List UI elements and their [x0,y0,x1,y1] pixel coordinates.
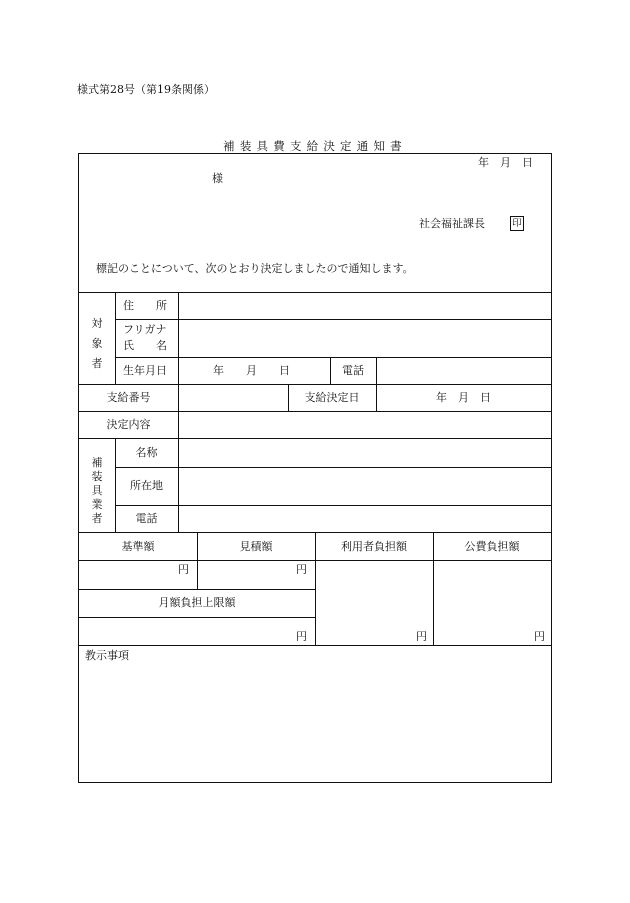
monthly-cap-label: 月額負担上限額 [158,596,236,609]
rule [376,357,377,384]
rule [115,357,551,358]
rule [79,411,551,412]
document-title: 補装具費支給決定通知書 [223,139,407,153]
form-table [78,153,552,783]
issuer-title: 社会福祉課長 [419,217,485,230]
birthdate-label: 生年月日 [123,364,167,377]
user-burden-header: 利用者負担額 [341,540,407,553]
address-label: 住 所 [123,299,167,312]
public-burden-header: 公費負担額 [464,540,520,553]
standard-amount-header: 基準額 [121,540,155,553]
notice-body: 標記のことについて、次のとおり決定しましたので通知します。 [96,262,414,275]
rule [79,617,315,618]
estimate-amount-header: 見積額 [239,540,273,553]
monthly-cap-yen: 円 [296,630,307,643]
rule [79,438,551,439]
vendor-phone-label: 電話 [135,512,158,525]
user-burden-yen: 円 [416,630,427,643]
public-burden-yen: 円 [534,630,545,643]
seal-mark: 印 [510,216,524,231]
rule [115,292,116,384]
notice-date: 年 月 日 [478,156,533,169]
rule [79,645,551,646]
birthdate-value: 年 月 日 [213,364,290,377]
addressee-suffix: 様 [212,172,223,185]
rule [115,505,551,506]
decision-content-label: 決定内容 [106,418,151,431]
remarks-label: 教示事項 [85,649,129,662]
rule [115,319,551,320]
decision-date-value: 年 月 日 [436,391,491,404]
name-label: 氏 名 [123,339,167,352]
standard-amount-yen: 円 [178,563,189,576]
rule [178,292,179,532]
vendor-group-label: 補装具業者 [91,456,103,525]
rule [79,589,315,590]
estimate-amount-yen: 円 [296,563,307,576]
vendor-location-label: 所在地 [130,479,163,492]
subject-group-label: 対象者 [91,317,103,370]
rule [79,384,551,385]
rule [376,384,377,411]
payment-number-label: 支給番号 [106,391,151,404]
decision-date-label: 支給決定日 [304,391,360,404]
rule [115,467,551,468]
form-number: 様式第28号（第19条関係） [77,83,215,96]
furigana-label: フリガナ [123,323,167,336]
vendor-name-label: 名称 [135,446,158,459]
rule [79,292,551,293]
subject-phone-label: 電話 [342,364,364,377]
